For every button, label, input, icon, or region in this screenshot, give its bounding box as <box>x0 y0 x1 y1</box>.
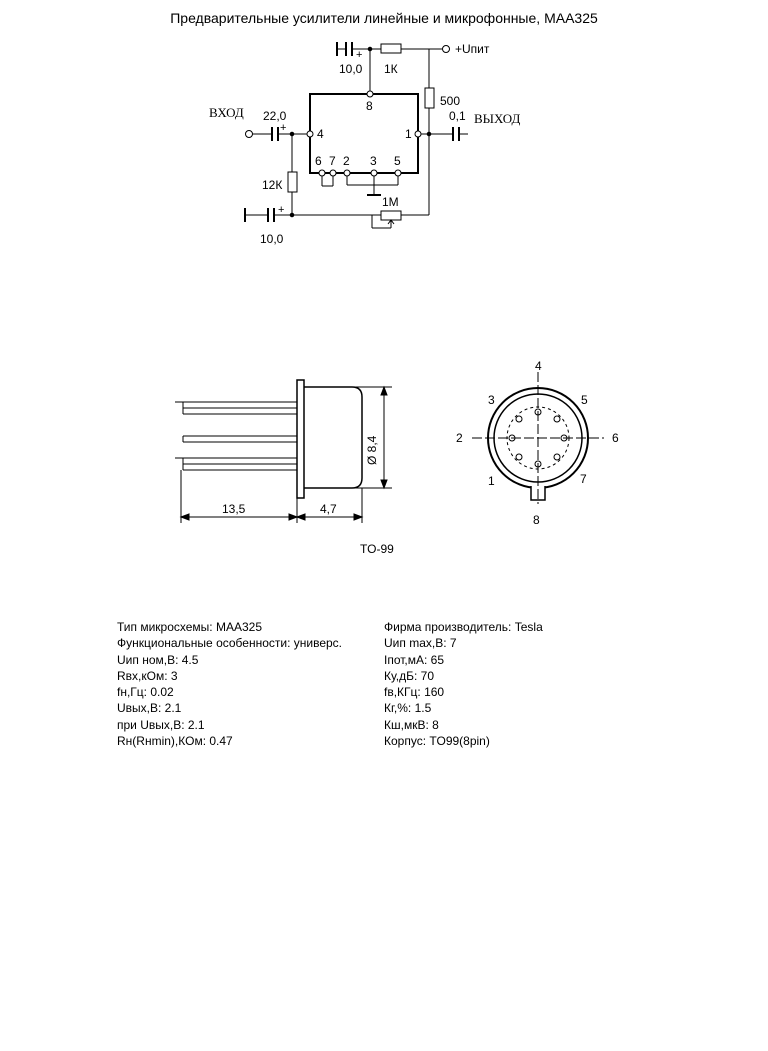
label-c-supply: 10,0 <box>339 62 363 76</box>
param-thd: Кг,%: 1.5 <box>384 701 432 716</box>
pin-2 <box>344 170 350 176</box>
label-output: ВЫХОД <box>474 111 521 126</box>
r-1k <box>381 44 401 53</box>
pin-1 <box>415 131 421 137</box>
label-input: ВХОД <box>209 105 244 120</box>
plus-c-bottom: + <box>278 204 285 216</box>
param-noise: Кш,мкВ: 8 <box>384 717 439 732</box>
package-side-view <box>175 380 392 523</box>
param-chip-type: Тип микросхемы: МАА325 <box>117 620 262 634</box>
label-c-out: 0,1 <box>449 109 466 123</box>
plus-c-in: + <box>280 122 287 134</box>
r-1m <box>381 211 401 220</box>
param-u-out: Uвых,В: 2.1 <box>117 701 182 716</box>
label-pin-5: 5 <box>394 154 401 168</box>
pinout-7: 7 <box>580 472 587 486</box>
label-pin-7: 7 <box>329 154 336 168</box>
dim-diameter: Ø 8,4 <box>365 435 379 465</box>
label-pin-6: 6 <box>315 154 322 168</box>
pinout-6: 6 <box>612 431 619 445</box>
r-500 <box>425 88 434 108</box>
label-pin-8: 8 <box>366 99 373 113</box>
pin-4 <box>307 131 313 137</box>
params-left-column <box>117 619 342 749</box>
input-terminal <box>246 131 253 138</box>
label-r-1m: 1М <box>382 195 399 209</box>
label-r-1k: 1К <box>384 62 398 76</box>
dim-length: 13,5 <box>222 502 246 516</box>
param-load-resistance: Rн(Rнmin),КОм: 0.47 <box>117 734 233 749</box>
page-title: Предварительные усилители линейные и микрофонные, МАА325 <box>170 10 598 26</box>
pinout-3: 3 <box>488 393 495 407</box>
label-c-bottom: 10,0 <box>260 232 284 246</box>
label-pin-2: 2 <box>343 154 350 168</box>
param-package: Корпус: TO99(8pin) <box>384 734 490 749</box>
param-at-u-out: при Uвых,В: 2.1 <box>117 717 205 732</box>
label-pin-4: 4 <box>317 127 324 141</box>
ic-body <box>310 94 418 173</box>
pin-3 <box>371 170 377 176</box>
pinout-4: 4 <box>535 359 542 373</box>
label-r-12k: 12К <box>262 178 283 192</box>
r-12k <box>288 172 297 192</box>
label-pin-1: 1 <box>405 127 412 141</box>
param-f-high: fв,КГц: 160 <box>384 685 445 700</box>
supply-terminal <box>443 46 450 53</box>
pinout-1: 1 <box>488 474 495 488</box>
param-manufacturer: Фирма производитель: Tesla <box>384 620 543 634</box>
params-right-column <box>384 619 543 749</box>
pin-7 <box>330 170 336 176</box>
param-current: Iпот,мА: 65 <box>384 652 445 667</box>
pin-6 <box>319 170 325 176</box>
param-supply-max: Uип max,В: 7 <box>384 636 457 651</box>
package-side-marks <box>238 408 242 470</box>
pin-8 <box>367 91 373 97</box>
pinout-2: 2 <box>456 431 463 445</box>
pinout-8: 8 <box>533 513 540 527</box>
plus-c-supply: + <box>356 49 363 61</box>
label-r-500: 500 <box>440 94 461 108</box>
pinout-5: 5 <box>581 393 588 407</box>
label-supply: +Uпит <box>455 42 490 56</box>
pin-5 <box>395 170 401 176</box>
param-gain: Ку,дБ: 70 <box>384 668 435 683</box>
param-f-low: fн,Гц: 0.02 <box>117 685 174 700</box>
dim-body: 4,7 <box>320 502 337 516</box>
param-features: Функциональные особенности: универс. <box>117 636 343 651</box>
label-c-in: 22,0 <box>263 109 287 123</box>
param-input-resistance: Rвх,кОм: 3 <box>117 668 178 683</box>
label-pin-3: 3 <box>370 154 377 168</box>
package-name: TO-99 <box>360 542 394 556</box>
param-supply-nom: Uип ном,В: 4.5 <box>117 652 199 667</box>
